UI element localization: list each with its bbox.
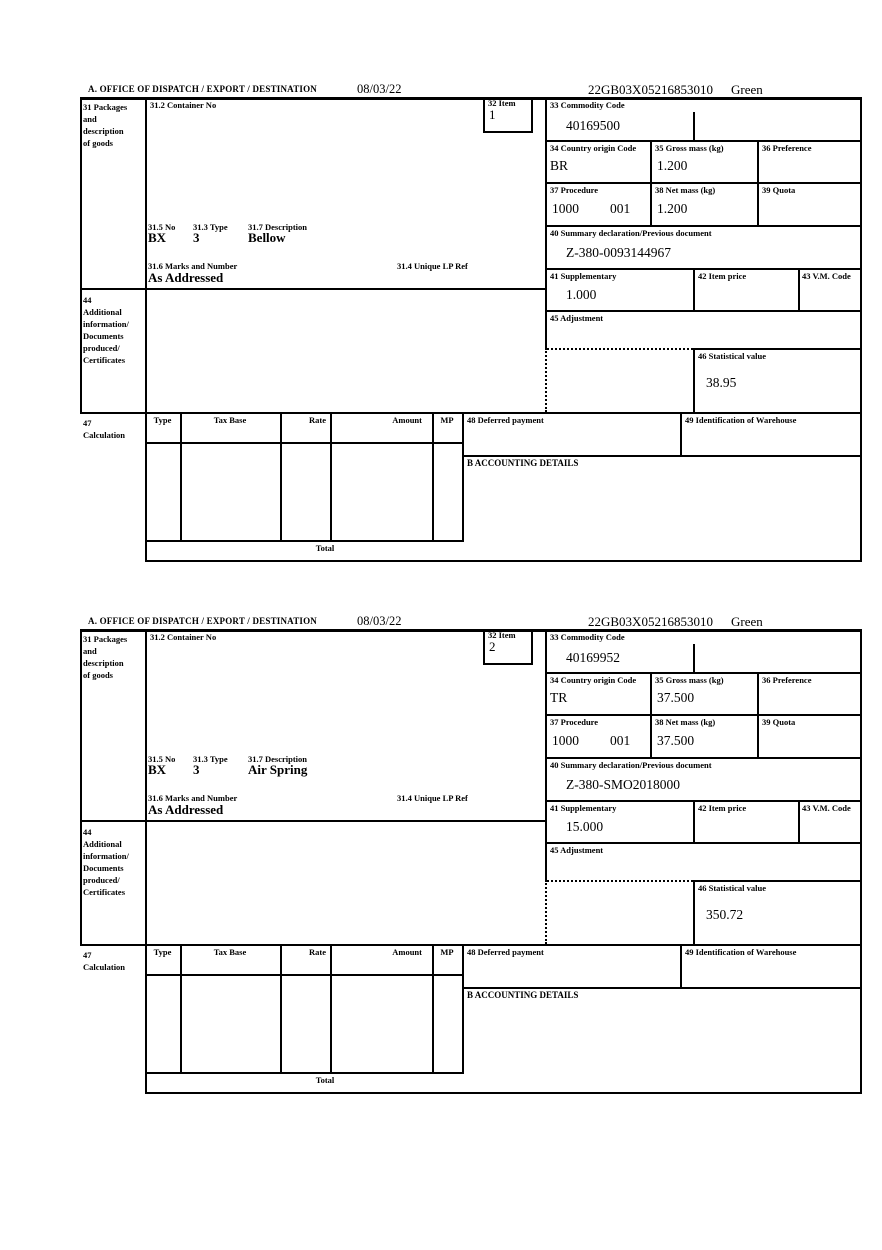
net-mass-label: 38 Net mass (kg)	[655, 185, 716, 195]
box48-49-bottom-line	[462, 455, 862, 457]
container-no-label: 31.2 Container No	[150, 100, 217, 110]
entry-number: 22GB03X05216853010	[588, 614, 713, 629]
statistical-value-label: 46 Statistical value	[698, 351, 766, 361]
accounting-details-label: B ACCOUNTING DETAILS	[467, 458, 579, 468]
dotted-top-border	[547, 880, 693, 882]
previous-document-value: Z-380-SMO2018000	[566, 777, 680, 792]
preference-label: 36 Preference	[762, 675, 812, 685]
goods-description-value: Bellow	[248, 230, 286, 245]
box42-43-divider	[798, 268, 800, 310]
box41-42-divider	[693, 800, 695, 842]
calc-table-bottom-line	[145, 1072, 464, 1074]
office-of-dispatch-label: A. OFFICE OF DISPATCH / EXPORT / DESTINATION	[88, 616, 318, 626]
box31-sidebar-label: 31 Packages and description of goods	[83, 634, 128, 680]
statistical-value-label: 46 Statistical value	[698, 883, 766, 893]
marks-label: 31.6 Marks and Number	[148, 793, 238, 803]
box48-49-bottom-line	[462, 987, 862, 989]
routing-status: Green	[731, 614, 763, 629]
package-no-label: 31.5 No	[148, 222, 176, 232]
vm-code-label: 43 V.M. Code	[802, 271, 851, 281]
description-label: 31.7 Description	[248, 754, 308, 764]
box31-box44-divider	[80, 288, 547, 290]
calc-col-divider-4	[432, 412, 434, 542]
package-type-value: 3	[193, 762, 200, 777]
supplementary-value: 1.000	[566, 287, 597, 302]
item-number-box	[483, 97, 533, 133]
commodity-code-label: 33 Commodity Code	[550, 100, 625, 110]
box31-box44-divider	[80, 820, 547, 822]
entry-number: 22GB03X05216853010	[588, 82, 713, 97]
supplementary-value: 15.000	[566, 819, 604, 834]
goods-description-value: Air Spring	[248, 762, 308, 777]
warehouse-id-label: 49 Identification of Warehouse	[685, 947, 797, 957]
package-no-value: BX	[148, 762, 167, 777]
calc-col-type: Type	[153, 415, 172, 425]
gross-mass-value: 37.500	[657, 690, 695, 705]
dotted-left-border	[545, 348, 547, 412]
adjustment-label: 45 Adjustment	[550, 313, 604, 323]
gross-mass-value: 1.200	[657, 158, 688, 173]
commodity-code-value: 40169952	[566, 650, 620, 665]
calc-col-mp: MP	[440, 415, 454, 425]
item-number-value: 1	[489, 107, 496, 122]
box31-sidebar-label: 31 Packages and description of goods	[83, 102, 128, 148]
calc-col-taxbase: Tax Base	[213, 415, 247, 425]
box40-bottom-line	[545, 800, 862, 802]
net-mass-value: 37.500	[657, 733, 695, 748]
calc-col-divider-2	[280, 412, 282, 542]
calc-col-divider-3	[330, 944, 332, 1074]
sidebar-divider	[145, 97, 147, 562]
country-origin-label: 34 Country origin Code	[550, 675, 637, 685]
right-column-left-border	[545, 97, 547, 350]
box33-inner-divider	[693, 112, 695, 140]
form-bottom-border	[145, 560, 862, 562]
calc-header-bottom-line	[145, 974, 464, 976]
calc-header-bottom-line	[145, 442, 464, 444]
box37-row-bottom-line	[545, 225, 862, 227]
form-right-border	[860, 629, 862, 1094]
box48-49-divider	[680, 944, 682, 989]
dotted-top-border	[547, 348, 693, 350]
office-of-dispatch-label: A. OFFICE OF DISPATCH / EXPORT / DESTINATION	[88, 84, 318, 94]
item-number-value: 2	[489, 639, 496, 654]
vm-code-label: 43 V.M. Code	[802, 803, 851, 813]
gross-mass-label: 35 Gross mass (kg)	[655, 143, 724, 153]
container-no-label: 31.2 Container No	[150, 632, 217, 642]
adjustment-label: 45 Adjustment	[550, 845, 604, 855]
item-price-label: 42 Item price	[698, 803, 747, 813]
form-left-border	[80, 97, 82, 414]
box42-43-divider	[798, 800, 800, 842]
previous-document-label: 40 Summary declaration/Previous document	[550, 228, 712, 238]
box34-35-divider	[650, 140, 652, 225]
supplementary-label: 41 Supplementary	[550, 271, 617, 281]
box41-row-bottom-line	[545, 842, 862, 844]
country-origin-value: TR	[550, 690, 568, 705]
box46-left-line	[693, 348, 695, 412]
box40-bottom-line	[545, 268, 862, 270]
calc-table-right-border	[462, 944, 464, 1074]
previous-document-value: Z-380-0093144967	[566, 245, 671, 260]
sidebar-divider	[145, 629, 147, 1094]
package-no-value: BX	[148, 230, 167, 245]
net-mass-value: 1.200	[657, 201, 688, 216]
box33-bottom-line	[545, 672, 862, 674]
commodity-code-label: 33 Commodity Code	[550, 632, 625, 642]
commodity-code-value: 40169500	[566, 118, 620, 133]
calc-col-divider-3	[330, 412, 332, 542]
box41-row-bottom-line	[545, 310, 862, 312]
box48-49-divider	[680, 412, 682, 457]
description-label: 31.7 Description	[248, 222, 308, 232]
net-mass-label: 38 Net mass (kg)	[655, 717, 716, 727]
box34-35-divider	[650, 672, 652, 757]
country-origin-value: BR	[550, 158, 569, 173]
declaration-date: 08/03/22	[357, 82, 402, 96]
marks-value: As Addressed	[148, 270, 224, 285]
item-price-label: 42 Item price	[698, 271, 747, 281]
preference-label: 36 Preference	[762, 143, 812, 153]
box47-sidebar-label: 47 Calculation	[83, 418, 126, 440]
calc-col-amount: Amount	[392, 947, 422, 957]
calc-col-divider-2	[280, 944, 282, 1074]
country-origin-label: 34 Country origin Code	[550, 143, 637, 153]
form-left-border	[80, 629, 82, 946]
calc-col-mp: MP	[440, 947, 454, 957]
unique-lp-ref-label: 31.4 Unique LP Ref	[397, 261, 468, 271]
calc-col-divider-4	[432, 944, 434, 1074]
calc-table-bottom-line	[145, 540, 464, 542]
item-number-box	[483, 629, 533, 665]
procedure-label: 37 Procedure	[550, 185, 599, 195]
box34-row-bottom-line	[545, 182, 862, 184]
unique-lp-ref-label: 31.4 Unique LP Ref	[397, 793, 468, 803]
item-number-label: 32 Item	[488, 98, 516, 108]
accounting-details-label: B ACCOUNTING DETAILS	[467, 990, 579, 1000]
declaration-item-section-2	[80, 614, 864, 1095]
total-label: Total	[315, 1075, 335, 1085]
marks-value: As Addressed	[148, 802, 224, 817]
procedure-additional-value: 001	[610, 201, 631, 216]
box35-36-divider	[757, 672, 759, 757]
box33-inner-divider	[693, 644, 695, 672]
calculation-top-border	[80, 412, 862, 414]
form-right-border	[860, 97, 862, 562]
calc-col-rate: Rate	[309, 947, 326, 957]
supplementary-label: 41 Supplementary	[550, 803, 617, 813]
box46-top-line	[693, 880, 862, 882]
right-column-left-border	[545, 629, 547, 882]
warehouse-id-label: 49 Identification of Warehouse	[685, 415, 797, 425]
statistical-value: 350.72	[706, 907, 744, 922]
item-number-label: 32 Item	[488, 630, 516, 640]
box46-left-line	[693, 880, 695, 944]
package-type-label: 31.3 Type	[193, 754, 228, 764]
deferred-payment-label: 48 Deferred payment	[467, 415, 544, 425]
total-label: Total	[315, 543, 335, 553]
box34-row-bottom-line	[545, 714, 862, 716]
quota-label: 39 Quota	[762, 717, 796, 727]
package-type-value: 3	[193, 230, 200, 245]
procedure-additional-value: 001	[610, 733, 631, 748]
deferred-payment-label: 48 Deferred payment	[467, 947, 544, 957]
box35-36-divider	[757, 140, 759, 225]
routing-status: Green	[731, 82, 763, 97]
package-type-label: 31.3 Type	[193, 222, 228, 232]
declaration-item-section-1	[80, 82, 864, 563]
declaration-date: 08/03/22	[357, 614, 402, 628]
calc-col-amount: Amount	[392, 415, 422, 425]
box44-sidebar-label: 44 Additional information/ Documents produced/ Certificates	[83, 295, 129, 365]
previous-document-label: 40 Summary declaration/Previous document	[550, 760, 712, 770]
box41-42-divider	[693, 268, 695, 310]
box46-top-line	[693, 348, 862, 350]
calc-col-taxbase: Tax Base	[213, 947, 247, 957]
procedure-label: 37 Procedure	[550, 717, 599, 727]
box33-bottom-line	[545, 140, 862, 142]
box47-sidebar-label: 47 Calculation	[83, 950, 126, 972]
dotted-left-border	[545, 880, 547, 944]
calc-col-divider-1	[180, 412, 182, 542]
calc-col-divider-1	[180, 944, 182, 1074]
calc-table-right-border	[462, 412, 464, 542]
calc-col-rate: Rate	[309, 415, 326, 425]
marks-label: 31.6 Marks and Number	[148, 261, 238, 271]
quota-label: 39 Quota	[762, 185, 796, 195]
gross-mass-label: 35 Gross mass (kg)	[655, 675, 724, 685]
procedure-value: 1000	[552, 201, 579, 216]
calculation-top-border	[80, 944, 862, 946]
box44-sidebar-label: 44 Additional information/ Documents produced/ Certificates	[83, 827, 129, 897]
box37-row-bottom-line	[545, 757, 862, 759]
form-bottom-border	[145, 1092, 862, 1094]
statistical-value: 38.95	[706, 375, 737, 390]
calc-col-type: Type	[153, 947, 172, 957]
package-no-label: 31.5 No	[148, 754, 176, 764]
procedure-value: 1000	[552, 733, 579, 748]
